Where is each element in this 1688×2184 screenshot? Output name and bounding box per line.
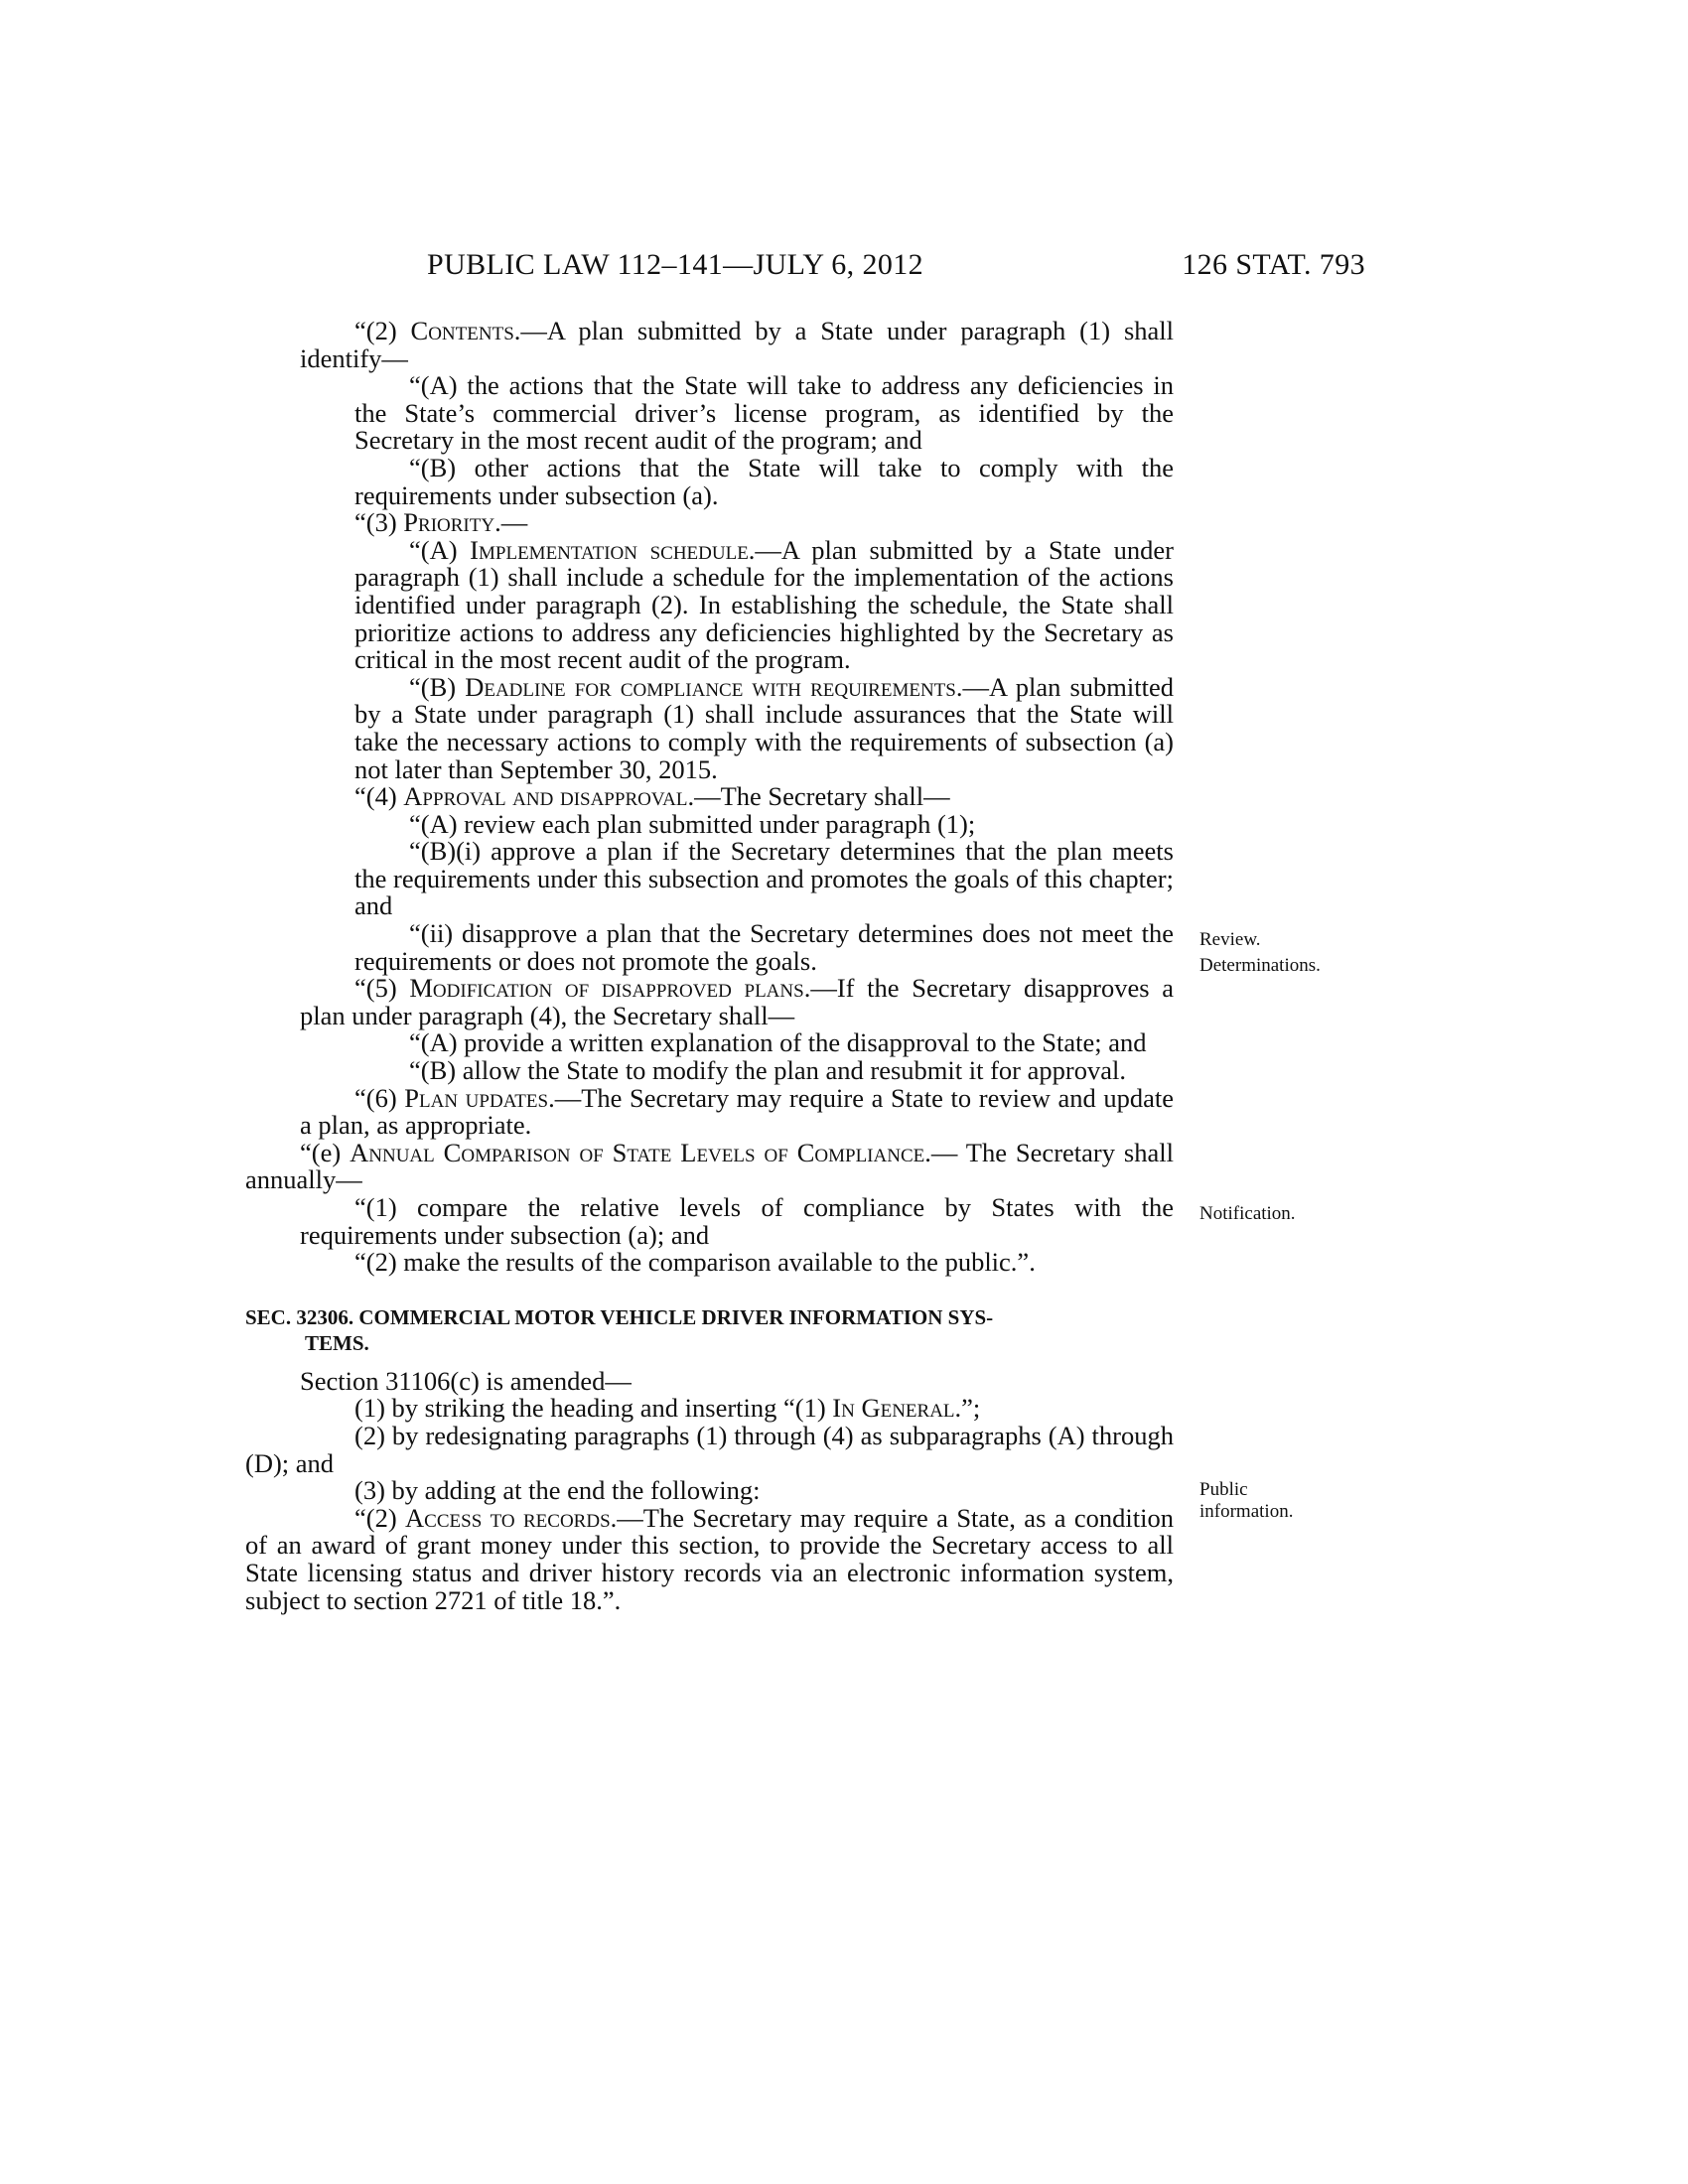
paragraph-compare: “(1) compare the relative levels of compliance by States with the requirements under subsection (a); and xyxy=(300,1192,1174,1250)
paragraph-priority: “(3) Priority.— xyxy=(354,507,528,538)
amendment-item-2: (2) by redesignating paragraphs (1) through (4) as subparagraphs (A) through (D); and xyxy=(245,1420,1174,1478)
margin-note-determinations: Determinations. xyxy=(1199,955,1321,976)
amendment-item-1: (1) by striking the heading and inserting “(1) In General.”; xyxy=(354,1393,981,1424)
paragraph-contents-a: “(A) the actions that the State will take to address any deficiencies in the State’s commercial driver’s license program, as identified by the Secretary in the most recent audit of the program; and xyxy=(354,370,1174,456)
paragraph-section-amended: Section 31106(c) is amended— xyxy=(300,1365,632,1396)
paragraph-approval-b-ii: “(ii) disapprove a plan that the Secretary determines does not meet the requirements or does not promote the goals. xyxy=(354,918,1174,976)
amendment-item-3: (3) by adding at the end the following: xyxy=(354,1475,761,1506)
paragraph-contents-b: “(B) other actions that the State will take to comply with the requirements under subsection (a). xyxy=(354,452,1174,510)
law-title: PUBLIC LAW 112–141—JULY 6, 2012 xyxy=(427,248,924,281)
subsection-annual-comparison: “(e) Annual Comparison of State Levels of Compliance.— The Secretary shall annually— xyxy=(245,1137,1174,1195)
paragraph-deadline: “(B) Deadline for compliance with requirements.—A plan submitted by a State under paragraph (1) shall include assurances that the State will take the necessary actions to comply with the requirements of subsection (a) not later than September 30, 2015. xyxy=(354,671,1174,784)
paragraph-modification-b: “(B) allow the State to modify the plan and resubmit it for approval. xyxy=(409,1055,1126,1086)
margin-note-public-information: Public information. xyxy=(1199,1479,1294,1522)
margin-note-notification: Notification. xyxy=(1199,1203,1296,1224)
paragraph-approval-a: “(A) review each plan submitted under paragraph (1); xyxy=(409,808,976,839)
paragraph-contents: “(2) Contents.—A plan submitted by a State under paragraph (1) shall identify— xyxy=(300,316,1174,373)
document-body xyxy=(245,316,1174,1615)
paragraph-access-to-records: “(2) Access to records.—The Secretary may require a State, as a condition of an award of grant money under this section, to provide the Secretary access to all State licensing status and driver history records via an electronic information system, subject to section 2721 of title 18.”. xyxy=(245,1502,1174,1615)
page-header xyxy=(298,248,1365,288)
stat-page-number: 126 STAT. 793 xyxy=(1182,248,1365,281)
paragraph-plan-updates: “(6) Plan updates.—The Secretary may require a State to review and update a plan, as appropriate. xyxy=(300,1082,1174,1141)
section-heading: SEC. 32306. COMMERCIAL MOTOR VEHICLE DRIVER INFORMATION SYS- TEMS. xyxy=(245,1304,994,1355)
paragraph-approval: “(4) Approval and disapproval.—The Secretary shall— xyxy=(354,781,950,812)
paragraph-approval-b-i: “(B)(i) approve a plan if the Secretary determines that the plan meets the requirements under this subsection and promotes the goals of this chapter; and xyxy=(354,836,1174,921)
margin-note-review: Review. xyxy=(1199,929,1261,950)
paragraph-implementation-schedule: “(A) Implementation schedule.—A plan submitted by a State under paragraph (1) shall include a schedule for the implementation of the actions identified under paragraph (2). In establishing the schedule, the State shall prioritize actions to address any deficiencies highlighted by the Secretary as critical in the most recent audit of the program. xyxy=(354,534,1174,675)
paragraph-modification-a: “(A) provide a written explanation of the disapproval to the State; and xyxy=(409,1027,1147,1058)
paragraph-make-results-public: “(2) make the results of the comparison available to the public.”. xyxy=(354,1247,1036,1278)
paragraph-modification: “(5) Modification of disapproved plans.—If the Secretary disapproves a plan under paragraph (4), the Secretary shall— xyxy=(300,973,1174,1030)
